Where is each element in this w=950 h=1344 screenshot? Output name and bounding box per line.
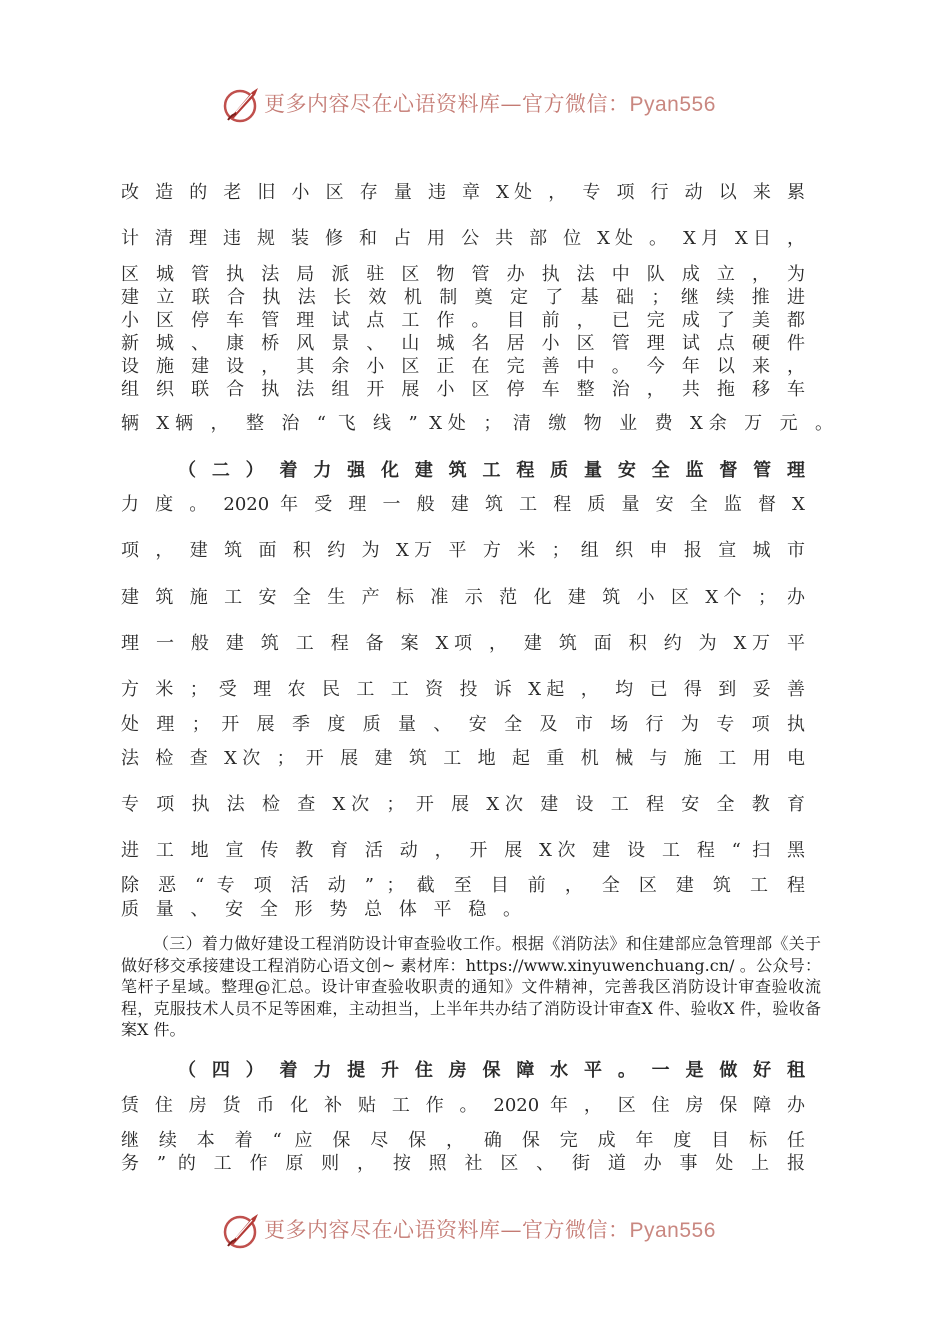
text-line: 计 清 理 违 规 装 修 和 占 用 公 共 部 位 X处 。 X月 X日 ， bbox=[121, 228, 805, 249]
text-line: 进 工 地 宣 传 教 育 活 动 ， 开 展 X次 建 设 工 程 “ 扫 黑 bbox=[121, 840, 805, 861]
text-line: 设 施 建 设 ， 其 余 小 区 正 在 完 善 中 。 今 年 以 来 ， bbox=[121, 356, 805, 377]
text-line: 改 造 的 老 旧 小 区 存 量 违 章 X处 ， 专 项 行 动 以 来 累 bbox=[121, 182, 805, 203]
text-line: 力 度 。 2020 年 受 理 一 般 建 筑 工 程 质 量 安 全 监 督 X bbox=[121, 494, 805, 515]
banner-wechat-id: Pyan556 bbox=[629, 1219, 716, 1242]
text-line: 新 城 、 康 桥 风 景 、 山 城 名 居 小 区 管 理 试 点 硬 件 bbox=[121, 333, 805, 354]
section-heading-2: （ 二 ） 着 力 强 化 建 筑 工 程 质 量 安 全 监 督 管 理 bbox=[178, 460, 805, 481]
text-line: 组 织 联 合 执 法 组 开 展 小 区 停 车 整 治 ， 共 拖 移 车 bbox=[121, 379, 805, 400]
quill-pen-logo-icon bbox=[222, 1210, 262, 1250]
text-line: 专 项 执 法 检 查 X次 ； 开 展 X次 建 设 工 程 安 全 教 育 bbox=[121, 794, 805, 815]
text-line: 方 米 ； 受 理 农 民 工 工 资 投 诉 X起 ， 均 已 得 到 妥 善 bbox=[121, 679, 805, 700]
text-line: 质 量 、 安 全 形 势 总 体 平 稳 。 bbox=[121, 899, 521, 920]
quill-pen-logo-icon bbox=[222, 84, 262, 124]
text-line: 区 城 管 执 法 局 派 驻 区 物 管 办 执 法 中 队 成 立 ， 为 bbox=[121, 264, 805, 285]
header-banner bbox=[0, 82, 950, 126]
banner-text-cn: 更多内容尽在心语资料库—官方微信： bbox=[264, 92, 630, 116]
text-line: 继 续 本 着 “ 应 保 尽 保 ， 确 保 完 成 年 度 目 标 任 bbox=[121, 1130, 805, 1151]
text-line: 法 检 查 X次 ； 开 展 建 筑 工 地 起 重 机 械 与 施 工 用 电 bbox=[121, 748, 805, 769]
banner-text-cn: 更多内容尽在心语资料库—官方微信： bbox=[264, 1218, 630, 1242]
banner-wechat-id: Pyan556 bbox=[629, 93, 716, 116]
section-heading-4: （ 四 ） 着 力 提 升 住 房 保 障 水 平 。 一 是 做 好 租 bbox=[178, 1060, 805, 1081]
text-line: 小 区 停 车 管 理 试 点 工 作 。 目 前 ， 已 完 成 了 美 都 bbox=[121, 310, 805, 331]
text-line: 处 理 ； 开 展 季 度 质 量 、 安 全 及 市 场 行 为 专 项 执 bbox=[121, 714, 805, 735]
text-line: 赁 住 房 货 币 化 补 贴 工 作 。 2020 年 ， 区 住 房 保 障 办 bbox=[121, 1095, 805, 1116]
text-line: 除 恶 “ 专 项 活 动 ” ； 截 至 目 前 ， 全 区 建 筑 工 程 bbox=[121, 875, 805, 896]
section-3-paragraph: （三）着力做好建设工程消防设计审查验收工作。根据《消防法》和住建部应急管理部《关于做好移交承接建设工程消防心语文创~ 素材库：https://www.xinyuwenchuang.cn/ 。公众号：笔杆子星域。整理@汇总。设计审查验收职责的通知》文件精神，完善我区消防设计审查验收流程，克服技术人员不足等困难，主动担当，上半年共办结了消防设计审查X 件、验收X 件，验收备案X 件。 bbox=[121, 934, 821, 1039]
text-line: 务 ” 的 工 作 原 则 ， 按 照 社 区 、 街 道 办 事 处 上 报 bbox=[121, 1153, 805, 1174]
banner-text bbox=[264, 90, 716, 119]
banner-text bbox=[264, 1216, 716, 1245]
text-line: 建 立 联 合 执 法 长 效 机 制 奠 定 了 基 础 ； 继 续 推 进 bbox=[121, 287, 805, 308]
text-line: 建 筑 施 工 安 全 生 产 标 准 示 范 化 建 筑 小 区 X个 ； 办 bbox=[121, 587, 805, 608]
footer-banner bbox=[0, 1208, 950, 1252]
text-line: 辆 X辆 ， 整 治 “ 飞 线 ” X处 ； 清 缴 物 业 费 X余 万 元 。 bbox=[121, 413, 833, 434]
text-line: 理 一 般 建 筑 工 程 备 案 X项 ， 建 筑 面 积 约 为 X万 平 bbox=[121, 633, 805, 654]
text-line: 项 ， 建 筑 面 积 约 为 X万 平 方 米 ； 组 织 申 报 宣 城 市 bbox=[121, 540, 805, 561]
